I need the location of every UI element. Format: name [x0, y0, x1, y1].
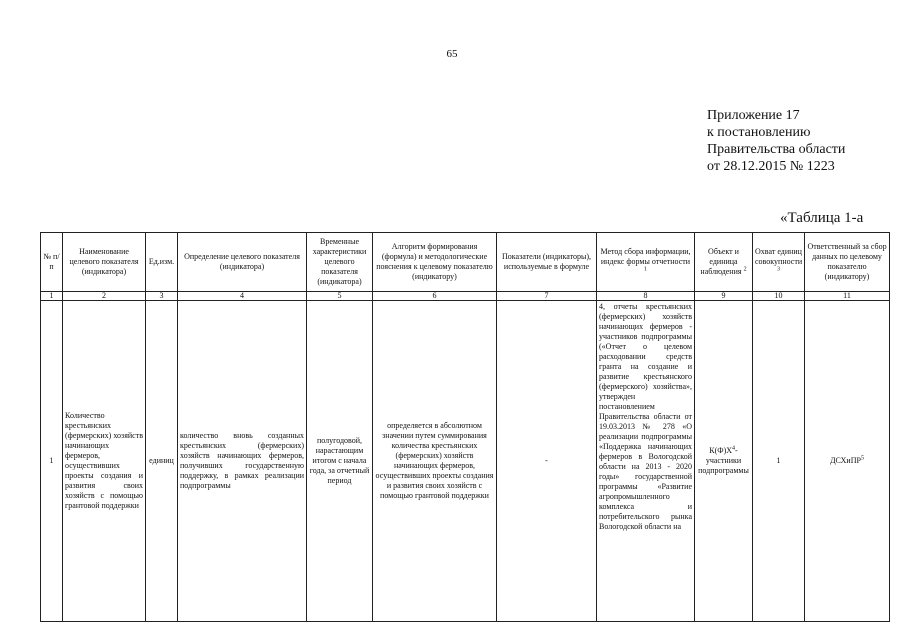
header-coverage: Охват единиц совокупности $^3$: [753, 233, 805, 292]
header-method: Метод сбора информации, индекс формы отчетности $^1$: [597, 233, 695, 292]
row-indicators: -: [497, 301, 597, 622]
row-object: $К(Ф)Х^4-$ участники подпрограммы: [695, 301, 753, 622]
row-method: 4, отчеты крестьянских (фермерских) хозяйств начинающих фермеров - участников подпрограммы («Отчет о целевом расходовании средств гранта на создание и развитие крестьянского (фермерского) хозяйства», утвержден постановлением Правительства области от 19.03.2013 № 278 «О реализации подпрограммы «Поддержка начинающих фермеров в Вологодской области на 2013 - 2020 годы» государственной программы «Развитие агропромышленного комплекса и потребительского рынка Вологодской области на: [597, 301, 695, 622]
appendix-line: к постановлению: [707, 125, 811, 140]
table-caption: «Таблица 1-а: [780, 210, 864, 226]
table-header-row: [41, 233, 890, 292]
column-number: 9: [695, 292, 753, 301]
column-number: 10: [753, 292, 805, 301]
table-row: [41, 301, 890, 622]
indicator-table: [40, 232, 890, 622]
header-responsible: Ответственный за сбор данных по целевому показателю (индикатору): [805, 233, 890, 292]
column-number: 8: [597, 292, 695, 301]
column-number: 3: [146, 292, 178, 301]
header-num: № п/п: [41, 233, 63, 292]
column-number: 7: [497, 292, 597, 301]
header-time: Временные характеристики целевого показателя (индикатора): [307, 233, 373, 292]
row-time: полугодовой, нарастающим итогом с начала года, за отчетный период: [307, 301, 373, 622]
row-algorithm: определяется в абсолютном значении путем суммирования количества крестьянских (фермерских) хозяйств начинающих фермеров, осуществивших проекты создания и развития своих хозяйств с помощью грантовой поддержки: [373, 301, 497, 622]
header-algorithm: Алгоритм формирования (формула) и методологические пояснения к целевому показателю (индикатору): [373, 233, 497, 292]
appendix-line: от 28.12.2015 № 1223: [707, 159, 835, 174]
row-unit: единиц: [146, 301, 178, 622]
column-number: 2: [63, 292, 146, 301]
header-name: Наименование целевого показателя (индикатора): [63, 233, 146, 292]
row-name: Количество крестьянских (фермерских) хозяйств начинающих фермеров, осуществивших проекты создания и развития своих хозяйств с помощью грантовой поддержки: [63, 301, 146, 622]
row-coverage: 1: [753, 301, 805, 622]
header-definition: Определение целевого показателя (индикатора): [178, 233, 307, 292]
page-number: 65: [446, 48, 458, 60]
column-number: 1: [41, 292, 63, 301]
column-number: 6: [373, 292, 497, 301]
column-number: 5: [307, 292, 373, 301]
column-number: 4: [178, 292, 307, 301]
column-number-row: [41, 292, 890, 301]
appendix-line: Правительства области: [707, 142, 846, 157]
row-responsible: ДСХиПР$^5$: [805, 301, 890, 622]
column-number: 11: [805, 292, 890, 301]
appendix-heading: [707, 107, 845, 175]
row-definition: количество вновь созданных крестьянских (фермерских) хозяйств начинающих фермеров, получивших государственную поддержку, в рамках реализации подпрограммы: [178, 301, 307, 622]
header-indicators: Показатели (индикаторы), используемые в формуле: [497, 233, 597, 292]
header-object: Объект и единица наблюдения $^2$: [695, 233, 753, 292]
row-num: 1: [41, 301, 63, 622]
appendix-line: Приложение 17: [707, 108, 800, 123]
header-unit: Ед.изм.: [146, 233, 178, 292]
